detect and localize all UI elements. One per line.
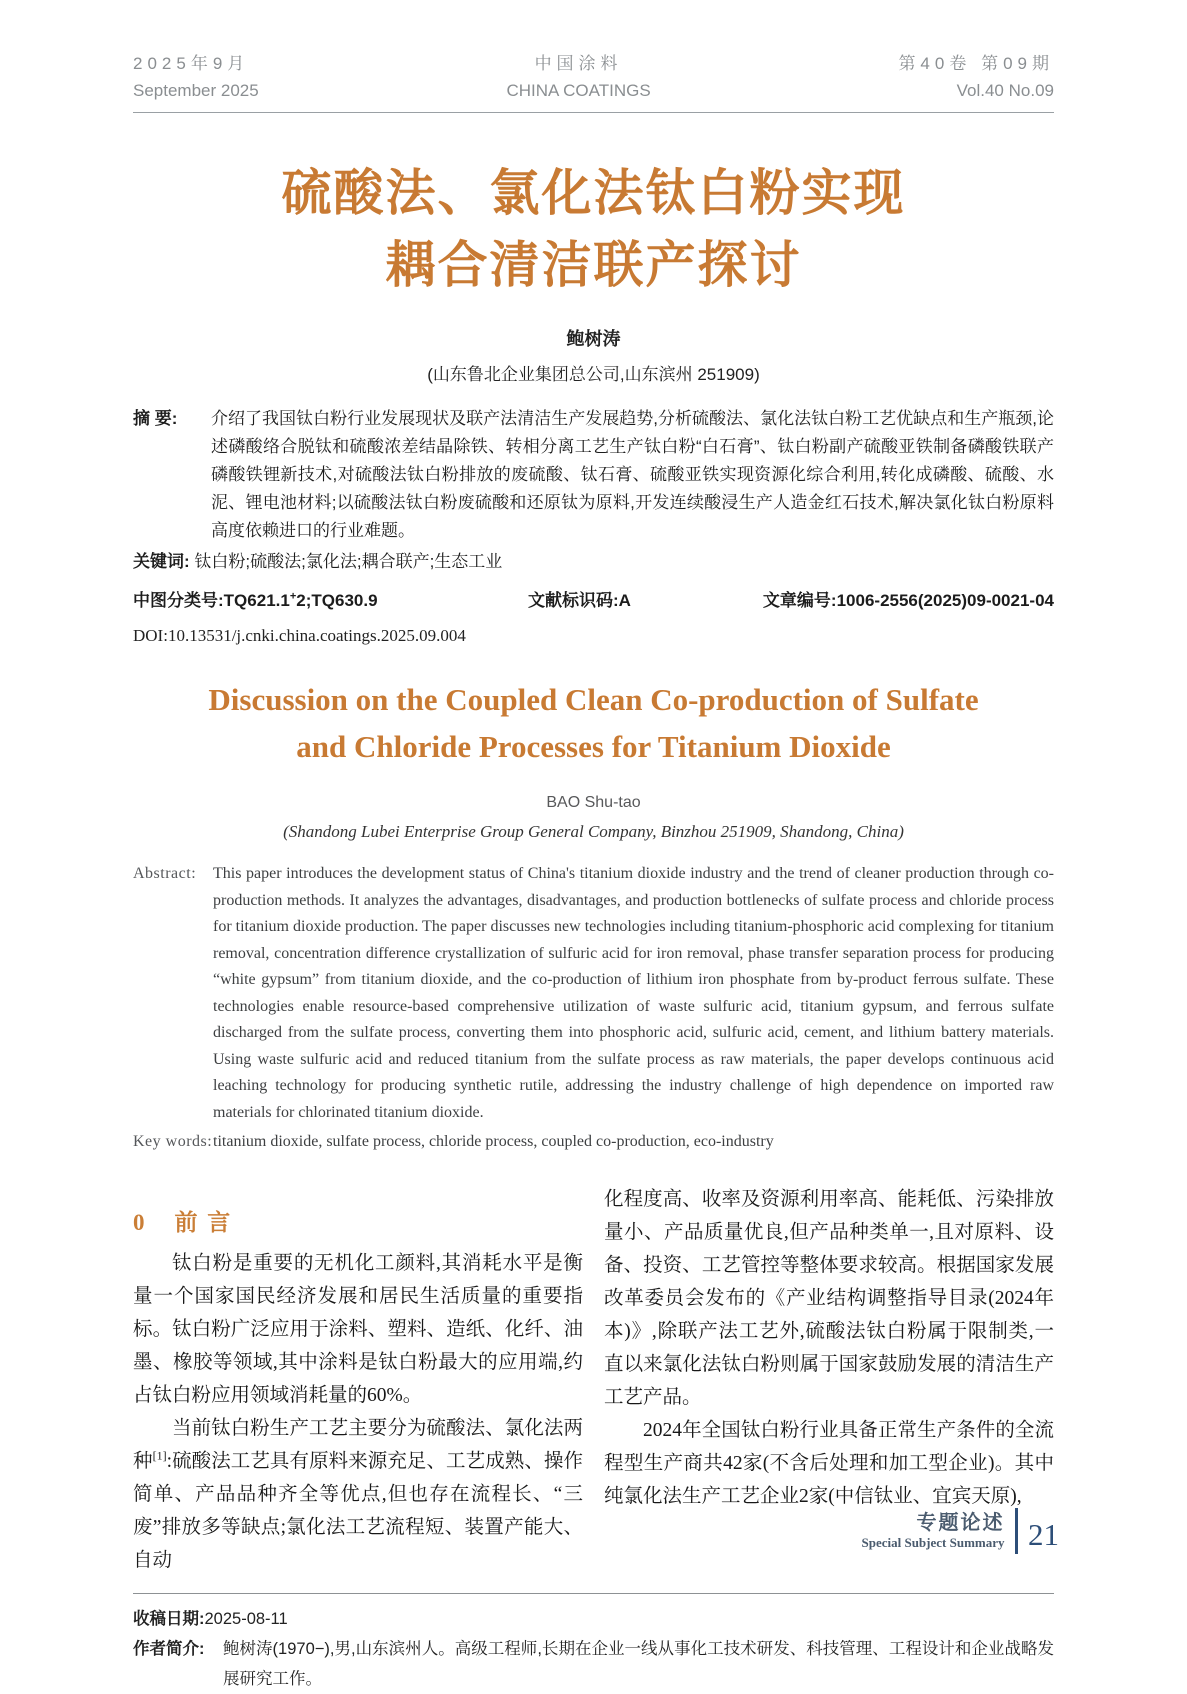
- clc-suffix: 2;TQ630.9: [296, 591, 378, 610]
- document-code: [528, 588, 763, 614]
- author-en: BAO Shu-tao: [546, 794, 641, 811]
- article-id: [763, 588, 1054, 614]
- footnote: [133, 1593, 1054, 1694]
- abstract-en: [133, 861, 1054, 1126]
- section-heading-0: [133, 1206, 583, 1239]
- article-title-cn: [133, 157, 1054, 301]
- doi: DOI:10.13531/j.cnki.china.coatings.2025.09.004: [133, 626, 466, 645]
- keywords-en-text: titanium dioxide, sulfate process, chloride process, coupled co-production, eco-industry: [213, 1133, 774, 1150]
- issue-cn: 第40卷 第09期: [898, 54, 1054, 73]
- document-code-label: 文献标识码:: [528, 591, 619, 610]
- paragraph: 钛白粉是重要的无机化工颜料,其消耗水平是衡量一个国家国民经济发展和居民生活质量的重要指标。钛白粉广泛应用于涂料、塑料、造纸、化纤、油墨、橡胶等领域,其中涂料是钛白粉最大的应用端,约占钛白粉应用领域消耗量的60%。: [133, 1252, 583, 1406]
- running-head-issue: [898, 50, 1054, 104]
- column-name-en: Special Subject Summary: [861, 1534, 1005, 1550]
- received-date-value: 2025-08-11: [204, 1609, 288, 1628]
- article-title-cn-line2: 耦合清洁联产探讨: [385, 237, 802, 293]
- clc-prefix: TQ621.1: [223, 591, 290, 610]
- article-id-label: 文章编号:: [762, 591, 837, 610]
- page-number: 21: [1028, 1517, 1059, 1552]
- running-head-journal: [506, 50, 650, 104]
- keywords-en: [133, 1129, 1054, 1156]
- received-date-label: 收稿日期:: [133, 1609, 205, 1628]
- keywords-cn-label: 关键词:: [133, 552, 190, 571]
- keywords-cn-text: 钛白粉;硫酸法;氯化法;耦合联产;生态工业: [194, 552, 503, 571]
- column-name-cn: 专题论述: [916, 1511, 1005, 1534]
- abstract-en-text: This paper introduces the development status of China's titanium dioxide industry and the trend of cleaner production through co-production methods. It analyzes the advantages, disadvantages, and production bottlenecks of sulfate process and chloride process for titanium dioxide production. The paper discusses new technologies including titanium-phosphoric acid complexing for titanium removal, concentration difference crystallization of sulfuric acid for iron removal, phase transfer separation process for producing “white gypsum” from titanium dioxide, and the co-production of lithium iron phosphate from by-product ferrous sulfate. These technologies enable resource-based comprehensive utilization of waste sulfuric acid, titanium gypsum, and ferrous sulfate discharged from the sulfate process, converting them into phosphoric acid, sulfuric acid, cement, and lithium battery materials. Using waste sulfuric acid and reduced titanium from the sulfate process as raw materials, the paper develops continuous acid leaching technology for producing synthetic rutile, addressing the industry challenge of high dependence on imported raw materials for chlorinated titanium dioxide.: [213, 865, 1054, 1121]
- citation-ref: [1]: [152, 1448, 167, 1462]
- author-bio-row: [133, 1634, 1054, 1694]
- article-title-en: [133, 676, 1054, 770]
- page-marker: [862, 1508, 1060, 1554]
- section-title: 前 言: [174, 1209, 233, 1235]
- article-meta-row: [133, 588, 1054, 614]
- article-id-value: 1006-2556(2025)09-0021-04: [836, 591, 1054, 610]
- journal-name-en: CHINA COATINGS: [506, 81, 651, 100]
- author-bio-text: 鲍树涛(1970−),男,山东滨州人。高级工程师,长期在企业一线从事化工技术研发、科技管理、工程设计和企业战略发展研究工作。: [223, 1639, 1054, 1688]
- document-code-value: A: [618, 591, 631, 610]
- clc-number: [133, 588, 528, 614]
- article-title-cn-line1: 硫酸法、氯化法钛白粉实现: [281, 165, 906, 221]
- issue-en: Vol.40 No.09: [956, 81, 1054, 100]
- journal-name-cn: 中国涂料: [534, 54, 623, 73]
- affiliation-cn: (山东鲁北企业集团总公司,山东滨州 251909): [427, 365, 760, 384]
- paragraph-text: :硫酸法工艺具有原料来源充足、工艺成熟、操作简单、产品品种齐全等优点,但也存在流程长、“三废”排放多等缺点;氯化法工艺流程短、装置产能大、自动: [133, 1450, 583, 1571]
- paragraph: 化程度高、收率及资源利用率高、能耗低、污染排放量小、产品质量优良,但产品种类单一,且对原料、设备、投资、工艺管控等整体要求较高。根据国家发展改革委员会发布的《产业结构调整指导目录(2024年本)》,除联产法工艺外,硫酸法钛白粉属于限制类,一直以来氯化法钛白粉则属于国家鼓励发展的清洁生产工艺产品。: [604, 1188, 1054, 1408]
- clc-label: 中图分类号:: [133, 591, 224, 610]
- paragraph: [133, 1412, 583, 1577]
- article-title-en-line1: Discussion on the Coupled Clean Co-production of Sulfate: [208, 682, 979, 717]
- clc-superscript: +: [289, 590, 297, 603]
- date-cn: 2025年9月: [133, 54, 250, 73]
- body-column-left: [133, 1168, 583, 1577]
- abstract-cn: [133, 405, 1054, 545]
- received-date-row: [133, 1604, 1054, 1634]
- author-bio-label: 作者简介:: [133, 1639, 205, 1658]
- section-number: 0: [133, 1209, 145, 1235]
- abstract-cn-text: 介绍了我国钛白粉行业发展现状及联产法清洁生产发展趋势,分析硫酸法、氯化法钛白粉工艺优缺点和生产瓶颈,论述磷酸络合脱钛和硫酸浓差结晶除铁、转相分离工艺生产钛白粉“白石膏”、钛白粉副产硫酸亚铁制备磷酸铁联产磷酸铁锂新技术,对硫酸法钛白粉排放的废硫酸、钛石膏、硫酸亚铁实现资源化综合利用,转化成磷酸、硫酸、水泥、锂电池材料;以硫酸法钛白粉废硫酸和还原钛为原料,开发连续酸浸生产人造金红石技术,解决氯化钛白粉原料高度依赖进口的行业难题。: [211, 409, 1054, 540]
- running-head: [133, 0, 1054, 113]
- abstract-en-label: Abstract:: [133, 865, 197, 882]
- paragraph-text: 当前钛白粉生产工艺主要分为硫酸法、氯化法两种: [133, 1417, 583, 1472]
- column-names: [862, 1512, 1015, 1551]
- paragraph: 2024年全国钛白粉行业具备正常生产条件的全流程型生产商共42家(不含后处理和加工型企业)。其中纯氯化法生产工艺企业2家(中信钛业、宜宾天原),: [604, 1419, 1054, 1507]
- abstract-cn-label: 摘 要:: [133, 409, 178, 428]
- keywords-cn: [133, 548, 1054, 576]
- author-cn: 鲍树涛: [566, 329, 621, 349]
- running-head-date: [133, 50, 259, 104]
- date-en: September 2025: [133, 81, 259, 100]
- article-title-en-line2: and Chloride Processes for Titanium Dioxide: [296, 729, 891, 764]
- page-content: [133, 0, 1054, 1694]
- affiliation-en: (Shandong Lubei Enterprise Group General Company, Binzhou 251909, Shandong, China): [283, 822, 904, 841]
- keywords-en-label: Key words:: [133, 1133, 213, 1150]
